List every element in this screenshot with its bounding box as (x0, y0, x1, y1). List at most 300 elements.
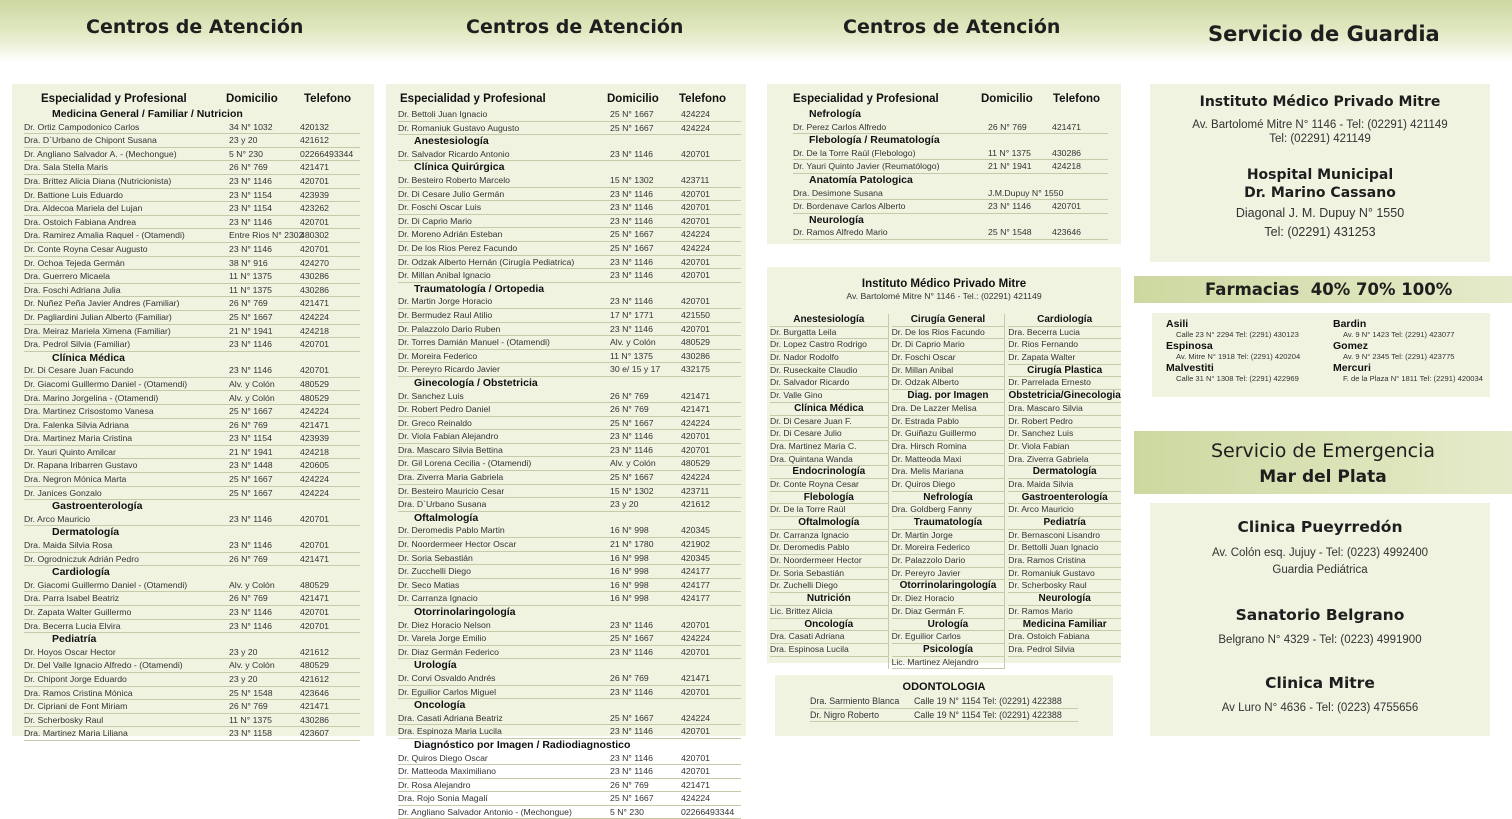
table-row (793, 121, 1108, 135)
doctor-address: 11 N° 1375 (229, 284, 272, 295)
doctor-address: 23 N° 1146 (229, 339, 272, 350)
doctor-phone: 420701 (300, 513, 329, 524)
imp-specialty-heading: Medicina Familiar (1008, 619, 1121, 632)
doctor-address: 23 N° 1146 (610, 270, 653, 281)
doctor-address: 26 N° 769 (229, 701, 268, 712)
imp-doctor: Dr. Pereyro Javier (892, 568, 1005, 581)
doctor-phone: 423939 (300, 189, 329, 200)
doctor-name: Dr. Matteoda Maximiliano (398, 766, 497, 777)
specialty-heading: Gastroenterología (52, 500, 143, 513)
doctor-name: Dr. Deromedis Pablo Martin (398, 525, 505, 536)
doctor-name: Dr. Scherbosky Raul (24, 714, 104, 725)
imp-doctor: Lic. Martinez Alejandro (892, 657, 1005, 670)
doctor-phone: 420701 (681, 215, 710, 226)
specialty-heading: Anatomía Patologica (809, 173, 913, 186)
table-row (24, 243, 360, 257)
doctor-phone: 424224 (300, 311, 329, 322)
doctor-address: 23 N° 1146 (610, 444, 653, 455)
doctor-phone: 421471 (300, 553, 329, 564)
doctor-name: Dr. Ortiz Campodonico Carlos (24, 121, 140, 132)
imp-guardia-address: Av. Bartolomé Mitre N° 1146 - Tel: (02291) 421149 (1192, 119, 1448, 131)
doctor-phone: 420701 (681, 202, 710, 213)
doctor-name: Dra. Becerra Lucia Elvira (24, 620, 121, 631)
imp-doctor: Dra. Casati Adriana (770, 631, 888, 644)
doctor-name: Dr. Zapata Walter Guillermo (24, 607, 132, 618)
imp-doctor: Dr. Ramos Mario (1008, 606, 1121, 619)
doctor-name: Dr. Bermudez Raul Atilio (398, 309, 493, 320)
imp-doctor: Dra. Mascaro Silvia (1008, 403, 1121, 416)
clinica-2-name: Sanatorio Belgrano (1235, 606, 1405, 624)
doctor-address: Alv. y Colón (229, 378, 275, 389)
table-row (24, 364, 360, 378)
table-row (24, 700, 360, 714)
doctor-name: Dr. Moreira Federico (398, 350, 478, 361)
doctor-phone: 424224 (681, 417, 710, 428)
doctor-phone: 420345 (681, 552, 710, 563)
imp-doctor: Dr. Bettolli Juan Ignacio (1008, 542, 1121, 555)
doctor-name: Dr. Quiros Diego Oscar (398, 752, 488, 763)
pharmacy-address: Calle 31 N° 1308 Tel: (2291) 422969 (1176, 374, 1299, 383)
table-row (24, 459, 360, 473)
doctor-address: 25 N° 1667 (610, 793, 654, 804)
table-row (24, 338, 360, 352)
doctor-name: Dr. Besteiro Mauricio Cesar (398, 485, 505, 496)
pharmacy-address: Av. Mitre N° 1918 Tel: (2291) 420204 (1176, 352, 1301, 361)
imp-specialty-heading: Otorrinolaringología (892, 580, 1005, 593)
doctor-name: Dra. Desimone Susana (793, 187, 883, 198)
col-header-domicilio: Domicilio (981, 93, 1033, 105)
doctor-phone: 421471 (681, 672, 710, 683)
table-row (398, 712, 741, 726)
imp-specialty-heading: Endocrinología (770, 466, 888, 479)
imp-doctor: Dr. Conte Royna Cesar (770, 479, 888, 492)
imp-doctor: Dr. Valle Gino (770, 390, 888, 403)
doctor-address: 23 N° 1154 (229, 203, 272, 214)
doctor-name: Dr. Carranza Ignacio (398, 593, 478, 604)
doctor-name: Dr. Yauri Quinto Amilcar (24, 446, 116, 457)
doctor-address: 23 y 20 (229, 646, 258, 657)
doctor-phone: 420701 (681, 256, 710, 267)
col-header-telefono: Telefono (304, 93, 352, 105)
imp-doctor: Dra. Espinosa Lucila (770, 644, 888, 657)
doctor-name: Dra. Maida Silvia Rosa (24, 540, 113, 551)
doctor-name: Dra. Martinez Crisostomo Vanesa (24, 406, 154, 417)
table-header (386, 90, 746, 108)
doctor-phone: 421471 (1052, 121, 1081, 132)
table-row (398, 672, 741, 686)
table-row (24, 659, 360, 673)
doctor-address: 23 N° 1146 (610, 766, 653, 777)
doctor-name: Dr. Foschi Oscar Luis (398, 202, 482, 213)
table-row (398, 646, 741, 660)
odontologia-title: ODONTOLOGIA (902, 681, 986, 693)
pharmacy-item (1333, 363, 1500, 383)
table-row (398, 538, 741, 552)
doctor-phone: 480529 (681, 337, 710, 348)
doctor-address: 23 N° 1154 (229, 433, 272, 444)
doctor-phone: 420701 (681, 646, 710, 657)
imp-specialty-heading: Anestesiología (770, 314, 888, 327)
imp-specialty-heading: Diag. por Imagen (892, 390, 1005, 403)
odontologia-row (810, 695, 1078, 709)
specialty-heading: Otorrinolaringología (414, 605, 516, 618)
imp-address: Av. Bartolomé Mitre N° 1146 - Tel.: (02291) 421149 (846, 291, 1042, 301)
doctor-phone: 420701 (300, 339, 329, 350)
doctor-phone: 421612 (300, 673, 329, 684)
table-row (24, 270, 360, 284)
directory-list-3 (767, 108, 1121, 240)
table-row (398, 336, 741, 350)
doctor-name: Dra. D`Urbano Susana (398, 499, 487, 510)
doctor-name: Dra. D`Urbano de Chipont Susana (24, 135, 157, 146)
doctor-phone: 02266493344 (681, 806, 735, 817)
doctor-name: Dr. Rapana Iribarren Gustavo (24, 460, 138, 471)
table-row (24, 175, 360, 189)
table-row (24, 325, 360, 339)
doctor-phone: 480529 (681, 458, 710, 469)
table-row (24, 579, 360, 593)
table-row (398, 485, 741, 499)
table-row (24, 121, 360, 135)
imp-doctor: Dr. Estrada Pablo (892, 416, 1005, 429)
specialty-heading: Neurología (809, 213, 864, 226)
pharmacy-address: Av. 9 N° 1423 Tel: (2291) 423077 (1343, 330, 1455, 339)
imp-doctor: Dra. Becerra Lucia (1008, 327, 1121, 340)
doctor-name: Dr. Diaz Germán Federico (398, 646, 499, 657)
doctor-phone: 430286 (300, 714, 329, 725)
table-row (398, 792, 741, 806)
doctor-name: Dr. Nuñez Peña Javier Andres (Familiar) (24, 298, 180, 309)
table-row (24, 229, 360, 243)
doctor-name: Dra. Aldecoa Mariela del Lujan (24, 203, 143, 214)
doctor-name: Dr. Chipont Jorge Eduardo (24, 673, 127, 684)
doctor-phone: 421471 (300, 298, 329, 309)
guardia-box (1150, 84, 1490, 262)
doctor-phone: 421612 (300, 135, 329, 146)
doctor-phone: 420701 (681, 188, 710, 199)
table-row (24, 446, 360, 460)
doctor-name: Dr. Soria Sebastián (398, 552, 473, 563)
pharmacy-name: Mercuri (1333, 362, 1371, 374)
doctor-phone: 430286 (300, 284, 329, 295)
doctor-address: 25 N° 1667 (610, 242, 654, 253)
imp-doctor: Dr. Millan Anibal (892, 365, 1005, 378)
doctor-name: Dra. Rojo Sonia Magalí (398, 793, 488, 804)
imp-specialty-heading: Oftalmología (770, 517, 888, 530)
imp-guardia-name: Instituto Médico Privado Mitre (1199, 94, 1441, 110)
pharmacy-name: Bardin (1333, 318, 1367, 330)
imp-column (767, 314, 888, 669)
doctor-name: Dra. Sala Stella Maris (24, 162, 109, 173)
doctor-address: 25 N° 1667 (610, 122, 654, 133)
doctor-address: 26 N° 769 (229, 553, 268, 564)
table-row (24, 673, 360, 687)
specialty-heading: Pediatría (52, 633, 97, 646)
table-row (398, 725, 741, 739)
table-row (24, 419, 360, 433)
table-row (24, 606, 360, 620)
doctor-phone: 420701 (300, 620, 329, 631)
doctor-address: 25 N° 1667 (610, 109, 654, 120)
imp-doctor: Dr. Robert Pedro (1008, 416, 1121, 429)
doctor-address: 23 y 20 (229, 135, 258, 146)
dentist-name: Dra. Sarmiento Blanca (810, 696, 900, 707)
doctor-address: 23 N° 1146 (610, 323, 653, 334)
doctor-name: Dr. Greco Reinaldo (398, 417, 472, 428)
table-row (398, 188, 741, 202)
table-row (398, 765, 741, 779)
doctor-address: 26 N° 769 (229, 298, 268, 309)
imp-specialty-heading: Urología (892, 619, 1005, 632)
doctor-phone: 424224 (681, 633, 710, 644)
table-row (793, 200, 1108, 214)
doctor-name: Dr. Conte Royna Cesar Augusto (24, 243, 148, 254)
table-row (398, 444, 741, 458)
table-row (398, 323, 741, 337)
doctor-phone: 480529 (300, 660, 329, 671)
table-row (398, 122, 741, 136)
doctor-name: Dr. Torres Damián Manuel - (Otamendi) (398, 337, 550, 348)
imp-doctor: Dr. Diaz Germán F. (892, 606, 1005, 619)
doctor-name: Dr. Rosa Alejandro (398, 779, 471, 790)
doctor-phone: 424177 (681, 593, 710, 604)
doctor-phone: 420701 (681, 766, 710, 777)
imp-specialty-heading: Dermatología (1008, 466, 1121, 479)
doctor-address: 26 N° 769 (229, 162, 268, 173)
table-row (398, 363, 741, 377)
table-row (398, 389, 741, 403)
directory-panel-2 (386, 84, 746, 817)
doctor-phone: 423646 (300, 687, 329, 698)
doctor-address: 16 N° 998 (610, 579, 649, 590)
table-row (398, 592, 741, 606)
doctor-phone: 421471 (300, 419, 329, 430)
table-row (398, 228, 741, 242)
doctor-address: 15 N° 1302 (610, 485, 654, 496)
specialty-heading: Diagnóstico por Imagen / Radiodiagnostico (414, 738, 631, 751)
doctor-phone: 420701 (681, 148, 710, 159)
doctor-name: Dra. Foschi Adriana Julia (24, 284, 121, 295)
imp-doctor: Dr. Salvador Ricardo (770, 377, 888, 390)
specialty-heading: Clínica Médica (52, 351, 125, 364)
pharmacy-name: Asili (1166, 318, 1189, 330)
doctor-phone: 423711 (681, 175, 710, 186)
table-row (793, 160, 1108, 174)
table-row (398, 632, 741, 646)
dentist-address: Calle 19 N° 1154 Tel: (02291) 422388 (914, 709, 1062, 720)
doctor-address: 23 N° 1146 (229, 243, 272, 254)
imp-doctor: Dr. Matteoda Maxi (892, 454, 1005, 467)
doctor-address: 23 N° 1146 (610, 202, 653, 213)
doctor-phone: 424224 (681, 122, 710, 133)
imp-title: Instituto Médico Privado Mitre (861, 278, 1027, 290)
doctor-name: Dr. Angliano Salvador Antonio - (Mechongue) (398, 806, 572, 817)
col-header-especialidad: Especialidad y Profesional (400, 93, 546, 105)
doctor-name: Dr. Ramos Alfredo Mario (793, 227, 888, 238)
doctor-address: 25 N° 1667 (229, 487, 273, 498)
doctor-address: 23 N° 1146 (610, 726, 653, 737)
hospital-tel: Tel: (02291) 431253 (1264, 225, 1376, 239)
doctor-name: Dr. De los Rios Perez Facundo (398, 242, 518, 253)
doctor-phone: 423711 (681, 485, 710, 496)
imp-doctor: Dra. De Lazzer Melisa (892, 403, 1005, 416)
specialty-heading: Oncología (414, 699, 466, 712)
doctor-name: Dr. Besteiro Roberto Marcelo (398, 175, 511, 186)
doctor-name: Dr. De la Torre Raúl (Flebologo) (793, 147, 916, 158)
doctor-phone: 421471 (681, 404, 710, 415)
pharmacy-address: Av. 9 N° 2345 Tel: (2291) 423775 (1343, 352, 1455, 361)
doctor-phone: 420701 (300, 243, 329, 254)
panel-title-4: Servicio de Guardia (1208, 22, 1440, 46)
doctor-name: Dr. Angliano Salvador A. - (Mechongue) (24, 148, 177, 159)
table-row (398, 457, 741, 471)
imp-doctor: Dr. Palazzolo Dario (892, 555, 1005, 568)
doctor-address: 25 N° 1667 (229, 406, 273, 417)
clinica-1-name: Clinica Pueyrredón (1237, 518, 1403, 536)
doctor-phone: 430286 (1052, 147, 1081, 158)
table-row (24, 134, 360, 148)
col-header-domicilio: Domicilio (607, 93, 659, 105)
doctor-name: Dr. Zucchelli Diego (398, 566, 471, 577)
doctor-address: 23 N° 1146 (610, 188, 653, 199)
table-row (398, 295, 741, 309)
doctor-name: Dr. Corvi Osvaldo Andrés (398, 672, 496, 683)
doctor-address: 23 y 20 (610, 499, 639, 510)
doctor-name: Dr. Janices Gonzalo (24, 487, 102, 498)
pharmacy-item (1166, 363, 1333, 383)
imp-doctor: Dr. Viola Fabian (1008, 441, 1121, 454)
imp-specialty-heading: Cardiología (1008, 314, 1121, 327)
doctor-address: 23 N° 1146 (610, 148, 653, 159)
doctor-name: Dr. Giacomi Guillermo Daniel - (Otamendi) (24, 579, 188, 590)
clinica-1-address: Av. Colón esq. Jujuy - Tel: (0223) 4992400 (1211, 547, 1429, 559)
doctor-name: Dr. Bordenave Carlos Alberto (793, 201, 906, 212)
table-row (793, 226, 1108, 240)
doctor-phone: 424177 (681, 566, 710, 577)
imp-column (1004, 314, 1121, 669)
pharmacy-item (1333, 341, 1500, 361)
doctor-phone: 424224 (300, 406, 329, 417)
doctor-address: 25 N° 1667 (610, 633, 654, 644)
emergencia-title-1: Servicio de Emergencia (1210, 440, 1436, 462)
doctor-address: 16 N° 998 (610, 525, 649, 536)
specialty-heading: Ginecología / Obstetricia (414, 376, 538, 389)
doctor-phone: 480529 (300, 579, 329, 590)
hospital-name-1: Hospital Municipal (1246, 167, 1394, 183)
doctor-name: Dr. Noordermeer Hector Oscar (398, 539, 517, 550)
imp-doctor: Dr. Lopez Castro Rodrigo (770, 339, 888, 352)
imp-doctor: Dr. Zuchelli Diego (770, 580, 888, 593)
table-row (398, 806, 741, 819)
doctor-name: Dr. Gil Lorena Cecilia - (Otamendi) (398, 458, 532, 469)
imp-doctor: Dr. Ruseckaite Claudio (770, 365, 888, 378)
imp-specialty-heading: Cirugía General (892, 314, 1005, 327)
imp-doctor: Dr. Eguilior Carlos (892, 631, 1005, 644)
doctor-name: Dra. Brittez Alicia Diana (Nutricionista) (24, 176, 172, 187)
imp-doctor: Dr. Quiros Diego (892, 479, 1005, 492)
doctor-phone: 424218 (300, 325, 329, 336)
doctor-name: Dr. Di Caprio Mario (398, 215, 472, 226)
doctor-phone: 421550 (681, 309, 710, 320)
doctor-name: Dra. Marino Jorgelina - (Otamendi) (24, 392, 159, 403)
table-row (398, 471, 741, 485)
doctor-address: 23 N° 1146 (610, 296, 653, 307)
table-row (398, 403, 741, 417)
doctor-phone: 432175 (681, 364, 710, 375)
doctor-name: Dra. Ramos Cristina Mónica (24, 687, 133, 698)
pharmacy-name: Espinosa (1166, 340, 1213, 352)
doctor-name: Dr. Odzak Alberto Hernán (Cirugía Pediatrica) (398, 256, 575, 267)
hospital-address: Diagonal J. M. Dupuy N° 1550 (1235, 206, 1405, 220)
doctor-phone: 421471 (300, 701, 329, 712)
directory-list-2 (386, 108, 746, 819)
table-row (398, 350, 741, 364)
doctor-address: 21 N° 1941 (229, 446, 273, 457)
doctor-address: Alv. y Colón (229, 579, 275, 590)
imp-doctor: Dr. Odzak Alberto (892, 377, 1005, 390)
doctor-name: Dra. Espinoza Maria Lucila (398, 726, 502, 737)
doctor-name: Dra. Ostoich Fabiana Andrea (24, 216, 137, 227)
doctor-phone: 420701 (681, 752, 710, 763)
doctor-name: Dr. Del Valle Ignacio Alfredo - (Otamendi) (24, 660, 183, 671)
doctor-name: Dr. Pagliardini Julian Alberto (Familiar) (24, 311, 172, 322)
doctor-name: Dra. Ziverra Maria Gabriela (398, 472, 504, 483)
doctor-name: Dr. Ogrodniczuk Adrián Pedro (24, 553, 139, 564)
doctor-address: Alv. y Colón (229, 660, 275, 671)
table-row (398, 108, 741, 122)
doctor-name: Dr. Viola Fabian Alejandro (398, 431, 499, 442)
doctor-name: Dr. Seco Matias (398, 579, 460, 590)
doctor-address: Alv. y Colón (610, 337, 656, 348)
doctor-phone: 421612 (681, 499, 710, 510)
doctor-address: 21 N° 1941 (229, 325, 273, 336)
table-row (24, 378, 360, 392)
table-row (24, 311, 360, 325)
doctor-name: Dra. Casati Adriana Beatriz (398, 712, 503, 723)
doctor-name: Dr. Salvador Ricardo Antonio (398, 148, 510, 159)
table-row (398, 619, 741, 633)
doctor-address: 34 N° 1032 (229, 121, 273, 132)
imp-specialties-panel (767, 267, 1121, 667)
doctor-name: Dra. Parra Isabel Beatriz (24, 593, 120, 604)
doctor-phone: 421471 (300, 162, 329, 173)
doctor-phone: 420701 (681, 444, 710, 455)
table-row (24, 487, 360, 501)
imp-doctor: Dr. Foschi Oscar (892, 352, 1005, 365)
panel-title-3: Centros de Atención (843, 16, 1061, 38)
table-header (767, 90, 1121, 108)
table-row (398, 430, 741, 444)
doctor-phone: 480302 (300, 230, 329, 241)
table-row (398, 309, 741, 323)
table-row (793, 187, 1108, 201)
doctor-address: 11 N° 1375 (610, 350, 653, 361)
dentist-address: Calle 19 N° 1154 Tel: (02291) 422388 (914, 696, 1062, 707)
imp-doctor: Dra. Ziverra Gabriela (1008, 454, 1121, 467)
farmacias-box (1152, 313, 1490, 397)
imp-doctor: Dr. Bernasconi Lisandro (1008, 530, 1121, 543)
table-row (24, 513, 360, 527)
imp-doctor: Dra. Goldberg Fanny (892, 504, 1005, 517)
table-row (24, 539, 360, 553)
doctor-phone: 420701 (681, 726, 710, 737)
table-row (24, 148, 360, 162)
imp-specialty-heading: Nutrición (770, 593, 888, 606)
doctor-name: Dr. Martin Jorge Horacio (398, 296, 493, 307)
imp-doctor: Dra. Maida Silvia (1008, 479, 1121, 492)
doctor-address: Alv. y Colón (610, 458, 656, 469)
doctor-phone: 420701 (1052, 201, 1081, 212)
